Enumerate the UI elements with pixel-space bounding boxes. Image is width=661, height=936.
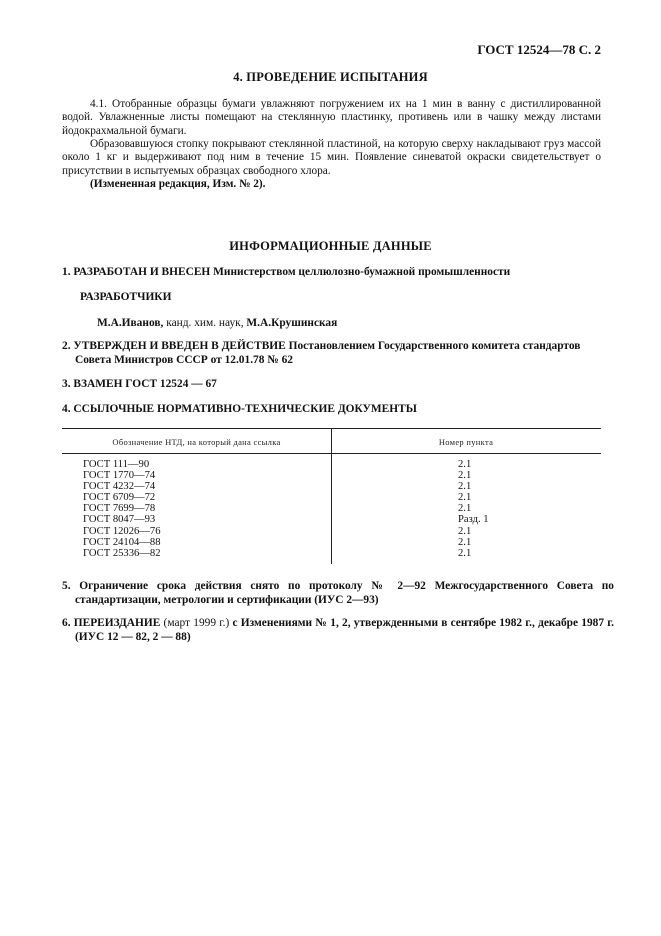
table-column-divider [331, 428, 332, 564]
table-row-doc: ГОСТ 24104—88 [83, 536, 161, 548]
section-4-amendment-note: (Измененная редакция, Изм. № 2). [90, 178, 266, 190]
reissue-details: с Изменениями № 1, 2, утвержденными в сентябре 1982 г., декабре 1987 г. (ИУС 12 — 82, 2 — 88) [75, 617, 614, 643]
table-row-doc: ГОСТ 25336—82 [83, 547, 161, 559]
table-row-doc: ГОСТ 111—90 [83, 459, 150, 470]
developers-list [97, 317, 636, 331]
table-row-clause: 2.1 [458, 503, 472, 515]
developer-1: М.А.Иванов, [97, 317, 164, 329]
section-4-paragraph-1: 4.1. Отобранные образцы бумаги увлажняют погружением их на 1 мин в ванну с дистиллированной водой. Увлажненные листы помещают на стеклянную пластинку, противень или в чашку между листами йодокрахмальной бумаги. [62, 98, 601, 137]
table-row-clause: 2.1 [458, 481, 472, 493]
table-row-doc: ГОСТ 7699—78 [83, 503, 156, 515]
reissue-label: 6. ПЕРЕИЗДАНИЕ [62, 617, 161, 629]
info-item-2: 2. УТВЕРЖДЕН И ВВЕДЕН В ДЕЙСТВИЕ Постановлением Государственного комитета стандартов Совета Министров СССР от 12.01.78 № 62 [62, 340, 581, 366]
table-row-clause: 2.1 [458, 492, 472, 504]
reissue-date: (март 1999 г.) [160, 617, 233, 629]
table-row-clause: 2.1 [458, 459, 472, 470]
table-row-clause: 2.1 [458, 536, 472, 548]
table-header-doc: Обозначение НТД, на который дана ссылка [112, 437, 281, 447]
developer-degree: канд. хим. наук, [163, 317, 247, 329]
table-row-clause: 2.1 [458, 470, 472, 482]
info-item-6 [62, 617, 614, 644]
info-item-5: 5. Ограничение срока действия снято по протоколу № 2—92 Межгосударственного Совета по стандартизации, метрологии и сертификации (ИУС 2—93) [62, 580, 614, 606]
info-item-1: 1. РАЗРАБОТАН И ВНЕСЕН Министерством целлюлозно-бумажной промышленности [62, 266, 511, 278]
page-header: ГОСТ 12524—78 С. 2 [477, 42, 601, 57]
table-row-doc: ГОСТ 8047—93 [83, 514, 156, 526]
table-row-clause: 2.1 [458, 547, 472, 559]
info-item-3: 3. ВЗАМЕН ГОСТ 12524 — 67 [62, 378, 217, 390]
table-row-doc: ГОСТ 12026—76 [83, 525, 161, 537]
developers-label: РАЗРАБОТЧИКИ [80, 291, 172, 303]
table-row-doc: ГОСТ 6709—72 [83, 492, 156, 504]
table-row-clause: 2.1 [458, 525, 472, 537]
section-4-paragraph-2: Образовавшуюся стопку покрывают стеклянной пластиной, на которую сверху накладывают груз массой около 1 кг и выдерживают под ним в течение 15 мин. Появление синеватой окраски свидетельствует о присутствии в испытуемых образцах свободного хлора. [62, 138, 601, 177]
table-row-clause: Разд. 1 [458, 514, 489, 526]
table-column-docs [83, 459, 161, 559]
info-data-title: ИНФОРМАЦИОННЫЕ ДАННЫЕ [229, 239, 432, 253]
developer-2: М.А.Крушинская [246, 317, 338, 329]
table-row-doc: ГОСТ 1770—74 [83, 470, 156, 482]
table-header-clause: Номер пункта [438, 437, 494, 447]
table-column-clauses [458, 459, 489, 559]
info-item-4: 4. ССЫЛОЧНЫЕ НОРМАТИВНО-ТЕХНИЧЕСКИЕ ДОКУМЕНТЫ [62, 403, 417, 415]
section-4-title: 4. ПРОВЕДЕНИЕ ИСПЫТАНИЯ [233, 70, 428, 84]
table-row-doc: ГОСТ 4232—74 [83, 481, 156, 493]
